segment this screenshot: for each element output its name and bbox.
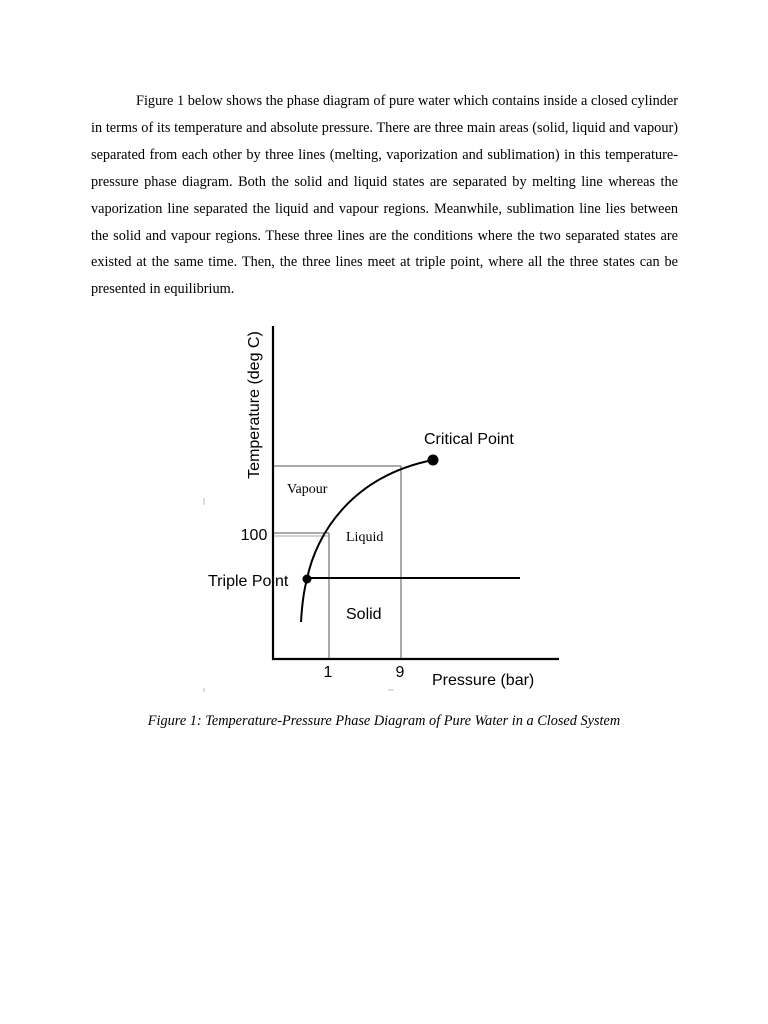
critical-point-label: Critical Point	[424, 431, 514, 448]
figure-caption: Figure 1: Temperature-Pressure Phase Diagram of Pure Water in a Closed System	[147, 713, 621, 729]
triple-point-label: Triple Point	[208, 573, 289, 590]
x-axis-label: Pressure (bar)	[432, 672, 535, 689]
region-label-liquid: Liquid	[346, 530, 384, 545]
y-tick-100: 100	[240, 527, 268, 544]
body-paragraph: Figure 1 below shows the phase diagram of pure water which contains inside a closed cylinder in terms of its temperature and absolute pressure. There are three main areas (solid, liquid and vapour) separated from each other by three lines (melting, vaporization and sublimation) in this temperature-pressure phase diagram. Both the solid and liquid states are separated by melting line whereas the vaporization line separated the liquid and vapour regions. Meanwhile, sublimation line lies between the solid and vapour regions. These three lines are the conditions where the two separated states are existed at the same time. Then, the three lines meet at triple point, where all the three states can be presented in equilibrium.	[91, 93, 678, 298]
region-label-solid: Solid	[346, 606, 382, 623]
triple-point-marker	[303, 575, 312, 584]
critical-point-marker	[428, 455, 439, 466]
sublimation-line	[301, 579, 307, 622]
x-tick-1: 1	[323, 664, 333, 681]
y-axis-label: Temperature (deg C)	[246, 331, 263, 479]
vaporization-curve	[307, 460, 433, 579]
x-tick-9: 9	[395, 664, 405, 681]
region-label-vapour: Vapour	[287, 482, 328, 497]
